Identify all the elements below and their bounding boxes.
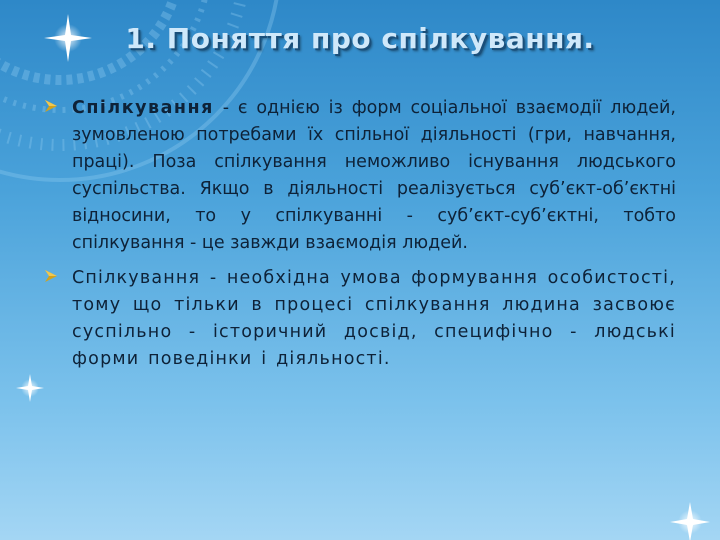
bullet-item xyxy=(44,265,676,373)
bullet-item xyxy=(44,95,676,257)
arrow-bullet-icon xyxy=(44,99,58,113)
arrow-bullet-icon xyxy=(44,269,58,283)
bullet-text xyxy=(72,95,676,257)
sparkle-star-icon xyxy=(670,502,710,540)
sparkle-star-icon xyxy=(16,374,44,402)
slide-title: 1. Поняття про спілкування. xyxy=(125,22,595,55)
slide-content xyxy=(44,95,676,381)
bullet-term: Спілкування xyxy=(72,98,214,118)
bullet-body: Спілкування - необхідна умова формування особистості, тому що тільки в процесі спілкування людина засвоює суспільно - історичний досвід, специфічно - людські форми поведінки і діяльності. xyxy=(72,268,676,369)
bullet-body: - є однією із форм соціальної взаємодії людей, зумовленою потребами їх спільної діяльності (гри, навчання, праці). Поза спілкування неможливо існування людського суспільства. Якщо в діяльності реалізується суб’єкт-об’єктні відносини, то у спілкуванні - суб’єкт-суб’єктні, тобто спілкування - це завжди взаємодія людей. xyxy=(72,98,676,253)
bullet-text xyxy=(72,265,676,373)
